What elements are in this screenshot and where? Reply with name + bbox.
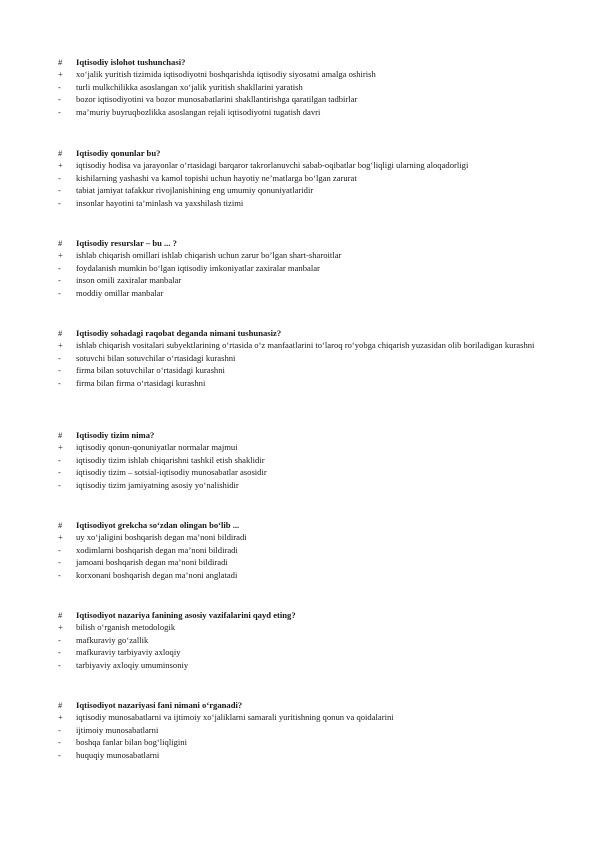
answer-row — [58, 659, 542, 671]
answer-marker: - — [58, 569, 61, 580]
question-text: Iqtisodiy islohot tushunchasi? — [76, 57, 186, 67]
answer-marker: - — [58, 197, 61, 208]
question-marker: # — [58, 57, 63, 67]
answer-text: firma bilan sotuvchilar o‘rtasidagi kurashni — [76, 365, 225, 376]
answer-marker: - — [58, 634, 61, 645]
answer-row — [58, 68, 542, 80]
question-block — [58, 519, 542, 581]
answer-marker: - — [58, 454, 61, 465]
answer-text: huquqiy munosabatlarni — [76, 749, 160, 760]
answer-marker: + — [58, 69, 63, 80]
question-text: Iqtisodiy tizim nima? — [76, 430, 155, 440]
answer-marker: + — [58, 622, 63, 633]
answer-text: inson omili zaxiralar manbalar — [76, 275, 182, 286]
question-row — [58, 519, 542, 531]
answer-text: ijtimoiy munosabatlarni — [76, 724, 159, 735]
answer-text: foydalanish mumkin bo‘lgan iqtisodiy imkoniyatlar zaxiralar manbalar — [76, 262, 320, 273]
answer-row — [58, 441, 542, 453]
question-text: Iqtisodiyot nazariya fanining asosiy vazifalarini qayd eting? — [76, 610, 296, 620]
answer-row — [58, 569, 542, 581]
answer-row — [58, 531, 542, 543]
answer-text: xo‘jalik yuritish tizimida iqtisodiyotni boshqarishda iqtisodiy siyosatni amalga oshirish — [76, 69, 376, 80]
answer-row — [58, 106, 542, 118]
answer-marker: - — [58, 365, 61, 376]
answer-marker: - — [58, 724, 61, 735]
question-marker: # — [58, 520, 63, 530]
answer-row — [58, 479, 542, 491]
answer-text: boshqa fanlar bilan bog‘liqligini — [76, 737, 187, 748]
question-block — [58, 609, 542, 671]
answer-marker: - — [58, 262, 61, 273]
answer-marker: - — [58, 106, 61, 117]
answer-text: moddiy omillar manbalar — [76, 287, 164, 298]
answer-text: jamoani boshqarish degan ma’noni bildiradi — [76, 557, 228, 568]
question-text: Iqtisodiy qonunlar bu? — [76, 148, 161, 158]
question-text: Iqtisodiy sohadagi raqobat deganda nimani tushunasiz? — [76, 328, 282, 338]
answer-row — [58, 287, 542, 299]
answer-marker: - — [58, 467, 61, 478]
question-text: Iqtisodiyot grekcha so‘zdan olingan bo‘lib ... — [76, 520, 240, 530]
answer-row — [58, 646, 542, 658]
answer-text: iqtisodiy tizim – sotsial-iqtisodiy munosabatlar asosidir — [76, 467, 267, 478]
question-block — [58, 147, 542, 209]
question-marker: # — [58, 430, 63, 440]
answer-marker: - — [58, 172, 61, 183]
answer-row — [58, 81, 542, 93]
answer-text: kishilarning yashashi va kamol topishi uchun hayotiy ne’matlarga bo‘lgan zarurat — [76, 172, 357, 183]
answer-marker: + — [58, 442, 63, 453]
answer-marker: - — [58, 377, 61, 388]
answer-row — [58, 724, 542, 736]
answer-marker: - — [58, 737, 61, 748]
answer-text: tarbiyaviy axloqiy umuminsoniy — [76, 659, 189, 670]
answer-marker: - — [58, 287, 61, 298]
answer-text: bilish o‘rganish metodologik — [76, 622, 176, 633]
question-marker: # — [58, 238, 63, 248]
answer-row — [58, 749, 542, 761]
answer-text: firma bilan firma o‘rtasidagi kurashni — [76, 377, 206, 388]
answer-marker: - — [58, 275, 61, 286]
question-row — [58, 609, 542, 621]
answer-marker: - — [58, 352, 61, 363]
answer-text: korxonani boshqarish degan ma’noni anglatadi — [76, 569, 238, 580]
answer-text: iqtisodiy hodisa va jarayonlar o‘rtasidagi barqaror takrorlanuvchi sabab-oqibatlar bog‘liqligi ularning aloqadorligi — [76, 160, 469, 171]
answer-row — [58, 466, 542, 478]
answer-marker: - — [58, 185, 61, 196]
question-row — [58, 237, 542, 249]
answer-text: iqtisodiy tizim jamiyatning asosiy yo‘nalishidir — [76, 479, 239, 490]
answer-marker: - — [58, 81, 61, 92]
question-block — [58, 327, 542, 389]
answer-text: uy xo‘jaligini boshqarish degan ma’noni bildiradi — [76, 532, 247, 543]
question-text: Iqtisodiy resurslar – bu ... ? — [76, 238, 177, 248]
answer-marker: - — [58, 659, 61, 670]
answer-row — [58, 197, 542, 209]
answer-row — [58, 454, 542, 466]
question-row — [58, 56, 542, 68]
answer-row — [58, 339, 542, 351]
answer-marker: - — [58, 544, 61, 555]
answer-text: ishlab chiqarish omillari ishlab chiqarish uchun zarur bo’lgan shart-sharoitlar — [76, 250, 342, 261]
answer-marker: - — [58, 479, 61, 490]
answer-row — [58, 711, 542, 723]
answer-text: mafkuraviy go‘zallik — [76, 634, 149, 645]
answer-text: bozor iqtisodiyotini va bozor munosabatlarini shakllantirishga qaratilgan tadbirlar — [76, 94, 358, 105]
question-row — [58, 429, 542, 441]
answer-row — [58, 184, 542, 196]
answer-row — [58, 377, 542, 389]
answer-text: insonlar hayotini ta’minlash va yaxshilash tizimi — [76, 197, 244, 208]
answer-marker: + — [58, 250, 63, 261]
answer-row — [58, 352, 542, 364]
answer-row — [58, 556, 542, 568]
question-row — [58, 147, 542, 159]
answer-marker: + — [58, 340, 63, 351]
question-marker: # — [58, 328, 63, 338]
answer-row — [58, 621, 542, 633]
answer-text: sotuvchi bilan sotuvchilar o‘rtasidagi kurashni — [76, 352, 236, 363]
answer-marker: + — [58, 160, 63, 171]
answer-row — [58, 172, 542, 184]
answer-text: ma’muriy buyruqbozlikka asoslangan rejali iqtisodiyotni tugatish davri — [76, 106, 321, 117]
question-block — [58, 237, 542, 299]
answer-marker: - — [58, 749, 61, 760]
answer-marker: + — [58, 712, 63, 723]
answer-marker: - — [58, 557, 61, 568]
answer-text: turli mulkchilikka asoslangan xo‘jalik yuritish shakllarini yaratish — [76, 81, 303, 92]
question-block — [58, 699, 542, 761]
question-text: Iqtisodiyot nazariyasi fani nimani o‘rganadi? — [76, 700, 243, 710]
answer-row — [58, 262, 542, 274]
answer-marker: - — [58, 647, 61, 658]
question-block — [58, 56, 542, 118]
answer-row — [58, 634, 542, 646]
question-marker: # — [58, 148, 63, 158]
answer-text: iqtisodiy qonun-qonuniyatlar normalar majmui — [76, 442, 238, 453]
answer-marker: + — [58, 532, 63, 543]
answer-row — [58, 249, 542, 261]
answer-text: tabiat jamiyat tafakkur rivojlanishining eng umumiy qonuniyatlaridir — [76, 185, 314, 196]
answer-text: ishlab chiqarish vositalari subyektlarining o‘rtasida o‘z manfaatlarini to‘laroq ro‘yobga chiqarish yuzasidan olib boriladigan kurashni — [76, 340, 535, 351]
answer-text: mafkuraviy tarbiyaviy axloqiy — [76, 647, 181, 658]
answer-text: iqtisodiy tizim ishlab chiqarishni tashkil etish shaklidir — [76, 454, 265, 465]
answer-text: iqtisodiy munosabatlarni va ijtimoiy xo‘jaliklarni samarali yuritishning qonun va qoidalarini — [76, 712, 394, 723]
question-marker: # — [58, 610, 63, 620]
answer-row — [58, 544, 542, 556]
question-marker: # — [58, 700, 63, 710]
answer-text: xodimlarni boshqarish degan ma’noni bildiradi — [76, 544, 238, 555]
answer-row — [58, 736, 542, 748]
answer-row — [58, 93, 542, 105]
answer-row — [58, 159, 542, 171]
question-row — [58, 699, 542, 711]
answer-row — [58, 274, 542, 286]
answer-marker: - — [58, 94, 61, 105]
question-row — [58, 327, 542, 339]
question-block — [58, 429, 542, 491]
answer-row — [58, 364, 542, 376]
